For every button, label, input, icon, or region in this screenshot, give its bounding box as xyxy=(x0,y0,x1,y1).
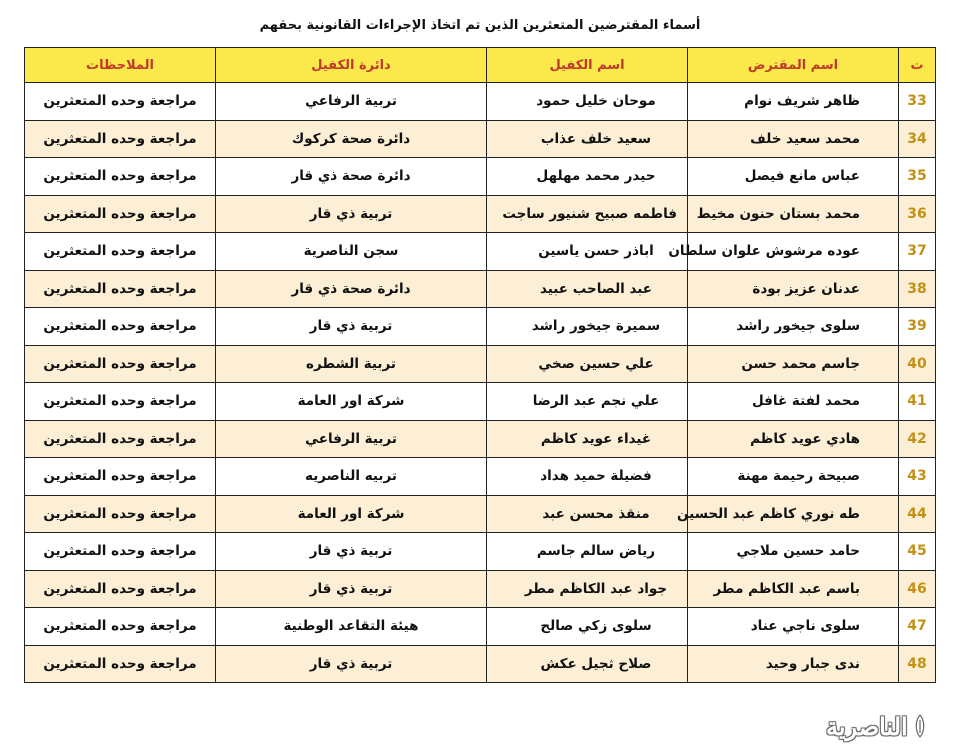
cell-borrower: ندى جبار وحيد xyxy=(688,645,899,683)
cell-department: دائرة صحة ذي قار xyxy=(216,158,487,196)
table-row xyxy=(25,533,936,571)
table-row xyxy=(25,83,936,121)
header-guarantor: اسم الكفيل xyxy=(487,48,688,83)
cell-num: 47 xyxy=(899,608,936,646)
cell-guarantor: سميرة جيخور راشد xyxy=(487,308,688,346)
table-row xyxy=(25,495,936,533)
cell-notes: مراجعة وحده المتعثرين xyxy=(25,195,216,233)
table-row xyxy=(25,120,936,158)
cell-department: تربية ذي قار xyxy=(216,533,487,571)
cell-num: 35 xyxy=(899,158,936,196)
cell-notes: مراجعة وحده المتعثرين xyxy=(25,570,216,608)
cell-guarantor: رياض سالم جاسم xyxy=(487,533,688,571)
table-row xyxy=(25,608,936,646)
cell-borrower: محمد لفتة غافل xyxy=(688,383,899,421)
table-header-row xyxy=(25,48,936,83)
cell-guarantor: موحان خليل حمود xyxy=(487,83,688,121)
cell-department: سجن الناصرية xyxy=(216,233,487,271)
table-row xyxy=(25,270,936,308)
cell-borrower: عوده مرشوش علوان سلطان xyxy=(688,233,899,271)
cell-num: 48 xyxy=(899,645,936,683)
cell-notes: مراجعة وحده المتعثرين xyxy=(25,83,216,121)
cell-guarantor: منقذ محسن عبد xyxy=(487,495,688,533)
cell-borrower: باسم عبد الكاظم مطر xyxy=(688,570,899,608)
cell-guarantor: علي حسين صخي xyxy=(487,345,688,383)
cell-num: 46 xyxy=(899,570,936,608)
cell-notes: مراجعة وحده المتعثرين xyxy=(25,458,216,496)
cell-num: 39 xyxy=(899,308,936,346)
cell-department: شركة اور العامة xyxy=(216,495,487,533)
cell-guarantor: غيداء عويد كاظم xyxy=(487,420,688,458)
cell-borrower: صبيحة رحيمة مهنة xyxy=(688,458,899,496)
cell-department: تربية ذي قار xyxy=(216,645,487,683)
cell-guarantor: عبد الصاحب عبيد xyxy=(487,270,688,308)
cell-department: دائرة صحة ذي قار xyxy=(216,270,487,308)
cell-guarantor: اباذر حسن ياسين xyxy=(487,233,688,271)
document-title: أسماء المقترضين المتعثرين الذين تم اتخاذ الإجراءات القانونية بحقهم xyxy=(259,18,701,33)
logo-text: الناصرية xyxy=(826,711,908,741)
cell-borrower: محمد سعيد خلف xyxy=(688,120,899,158)
header-department: دائرة الكفيل xyxy=(216,48,487,83)
cell-notes: مراجعة وحده المتعثرين xyxy=(25,608,216,646)
cell-department: تربية الشطره xyxy=(216,345,487,383)
watermark-logo xyxy=(826,709,954,743)
cell-notes: مراجعة وحده المتعثرين xyxy=(25,383,216,421)
table-row xyxy=(25,233,936,271)
cell-notes: مراجعة وحده المتعثرين xyxy=(25,158,216,196)
cell-borrower: سلوى جيخور راشد xyxy=(688,308,899,346)
cell-borrower: هادي عويد كاظم xyxy=(688,420,899,458)
table-row xyxy=(25,158,936,196)
cell-num: 34 xyxy=(899,120,936,158)
cell-notes: مراجعة وحده المتعثرين xyxy=(25,645,216,683)
table-row xyxy=(25,195,936,233)
cell-notes: مراجعة وحده المتعثرين xyxy=(25,345,216,383)
table-row xyxy=(25,308,936,346)
cell-num: 40 xyxy=(899,345,936,383)
cell-notes: مراجعة وحده المتعثرين xyxy=(25,270,216,308)
header-num: ت xyxy=(899,48,936,83)
cell-num: 45 xyxy=(899,533,936,571)
logo-mark-icon xyxy=(912,713,928,739)
cell-guarantor: فضيلة حميد هداد xyxy=(487,458,688,496)
cell-department: هيئة التقاعد الوطنية xyxy=(216,608,487,646)
cell-borrower: عباس مانع فيصل xyxy=(688,158,899,196)
table-row xyxy=(25,345,936,383)
cell-num: 43 xyxy=(899,458,936,496)
cell-guarantor: حيدر محمد مهلهل xyxy=(487,158,688,196)
cell-notes: مراجعة وحده المتعثرين xyxy=(25,420,216,458)
cell-department: تربية ذي قار xyxy=(216,195,487,233)
cell-borrower: سلوى ناجي عناد xyxy=(688,608,899,646)
cell-guarantor: علي نجم عبد الرضا xyxy=(487,383,688,421)
cell-guarantor: فاطمه صبيح شنيور ساجت xyxy=(487,195,688,233)
cell-department: تربيه الناصريه xyxy=(216,458,487,496)
cell-num: 44 xyxy=(899,495,936,533)
cell-guarantor: سلوى زكي صالح xyxy=(487,608,688,646)
cell-num: 33 xyxy=(899,83,936,121)
cell-guarantor: جواد عبد الكاظم مطر xyxy=(487,570,688,608)
cell-department: تربية الرفاعي xyxy=(216,83,487,121)
cell-guarantor: صلاح ثجيل عكش xyxy=(487,645,688,683)
cell-department: تربية الرفاعي xyxy=(216,420,487,458)
cell-notes: مراجعة وحده المتعثرين xyxy=(25,533,216,571)
cell-department: شركة اور العامة xyxy=(216,383,487,421)
cell-borrower: جاسم محمد حسن xyxy=(688,345,899,383)
header-notes: الملاحظات xyxy=(25,48,216,83)
cell-notes: مراجعة وحده المتعثرين xyxy=(25,495,216,533)
cell-borrower: طه نوري كاظم عبد الحسين xyxy=(688,495,899,533)
cell-notes: مراجعة وحده المتعثرين xyxy=(25,308,216,346)
cell-department: تربية ذي قار xyxy=(216,308,487,346)
cell-borrower: محمد بستان حنون مخيط xyxy=(688,195,899,233)
table-row xyxy=(25,420,936,458)
cell-borrower: عدنان عزيز بودة xyxy=(688,270,899,308)
header-borrower: اسم المقترض xyxy=(688,48,899,83)
table-row xyxy=(25,458,936,496)
cell-department: دائرة صحة كركوك xyxy=(216,120,487,158)
cell-notes: مراجعة وحده المتعثرين xyxy=(25,120,216,158)
cell-notes: مراجعة وحده المتعثرين xyxy=(25,233,216,271)
cell-guarantor: سعيد خلف عذاب xyxy=(487,120,688,158)
cell-borrower: حامد حسين ملاجي xyxy=(688,533,899,571)
cell-department: تربية ذي قار xyxy=(216,570,487,608)
table-row xyxy=(25,383,936,421)
table-body xyxy=(25,83,936,683)
cell-num: 42 xyxy=(899,420,936,458)
cell-num: 38 xyxy=(899,270,936,308)
cell-num: 41 xyxy=(899,383,936,421)
cell-num: 36 xyxy=(899,195,936,233)
table-row xyxy=(25,570,936,608)
cell-num: 37 xyxy=(899,233,936,271)
table-row xyxy=(25,645,936,683)
borrowers-table xyxy=(24,47,936,683)
cell-borrower: ظاهر شريف نوام xyxy=(688,83,899,121)
